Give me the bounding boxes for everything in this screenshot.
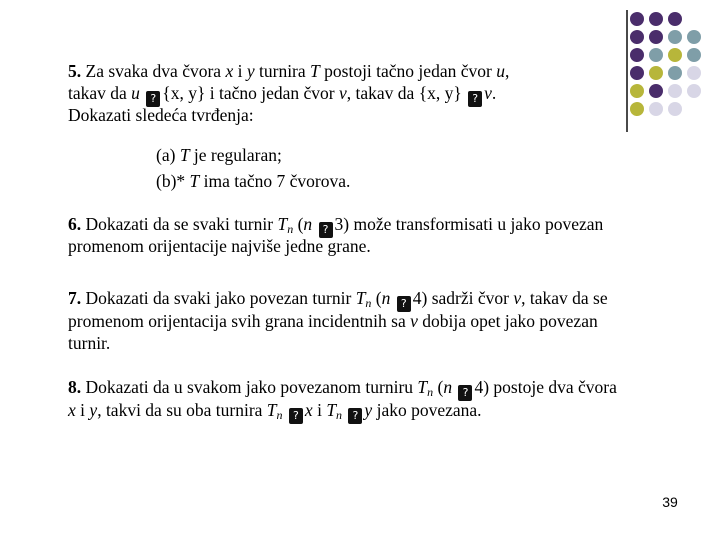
text: Dokazati da u svakom jako povezanom turniru (85, 377, 414, 397)
text: i (237, 61, 243, 81)
text: i (80, 400, 86, 420)
decorative-dot (649, 102, 663, 116)
math-var: v (410, 311, 418, 331)
math-subscript: n (336, 408, 343, 422)
text: Dokazati da se svaki turnir (85, 214, 274, 234)
decorative-dot (687, 30, 701, 44)
problem-6-line-2: promenom orijentacije najviše jedne grane. (68, 236, 371, 256)
text: (b)* (156, 171, 186, 191)
text: ( (375, 288, 382, 308)
decorative-dot (668, 84, 682, 98)
math-var: v (484, 83, 492, 103)
decorative-dot (687, 84, 701, 98)
text: ( (297, 214, 304, 234)
problem-5-line-3: Dokazati sledeća tvrđenja: (68, 105, 254, 125)
problem-8-line-1 (68, 376, 617, 401)
text: promenom orijentacija svih grana incidentnih sa (68, 311, 406, 331)
text: . (491, 83, 497, 103)
math-set: {x, y} (418, 83, 462, 103)
math-var: T (266, 400, 277, 420)
missing-glyph-icon: ? (468, 91, 482, 107)
problem-5-line-1 (68, 60, 509, 82)
math-var: T (417, 377, 428, 397)
missing-glyph-icon: ? (146, 91, 160, 107)
math-var: y (246, 61, 255, 81)
decorative-dot (630, 84, 644, 98)
decorative-dot (668, 48, 682, 62)
text: 3) može transformisati u jako povezan (334, 214, 604, 234)
problem-7-line-1 (68, 287, 608, 312)
text: , takav da se (521, 288, 608, 308)
missing-glyph-icon: ? (319, 222, 333, 238)
decorative-dot (630, 48, 644, 62)
math-subscript: n (287, 222, 294, 236)
decorative-dot (668, 66, 682, 80)
problem-number: 5. (68, 61, 82, 81)
decorative-dot (649, 30, 663, 44)
math-var: T (189, 171, 200, 191)
decorative-dot (630, 66, 644, 80)
decorative-dot (668, 30, 682, 44)
problem-number: 8. (68, 377, 82, 397)
text: , (504, 61, 510, 81)
decorative-dot (649, 48, 663, 62)
text: , takav da (346, 83, 415, 103)
missing-glyph-icon: ? (458, 385, 472, 401)
decorative-dot (630, 30, 644, 44)
decorative-dot (630, 102, 644, 116)
decorative-dot (649, 12, 663, 26)
math-var: x (68, 400, 76, 420)
math-var: v (513, 288, 522, 308)
text: turnira (259, 61, 306, 81)
decorative-dot (649, 84, 663, 98)
text: (a) (156, 145, 176, 165)
math-subscript: n (427, 385, 434, 399)
math-var: x (304, 400, 313, 420)
missing-glyph-icon: ? (348, 408, 362, 424)
math-var: x (225, 61, 234, 81)
math-var: T (355, 288, 366, 308)
text: ima tačno 7 čvorova. (203, 171, 351, 191)
text: i tačno jedan čvor (209, 83, 335, 103)
decorative-dot (668, 102, 682, 116)
problem-number: 6. (68, 214, 82, 234)
page-number: 39 (662, 494, 678, 510)
text: 4) sadrži čvor (412, 288, 509, 308)
math-var: y (364, 400, 373, 420)
item-a (156, 144, 282, 166)
decorative-divider-line (626, 10, 628, 132)
math-var: n (443, 377, 453, 397)
problem-8-line-2 (68, 399, 482, 424)
problem-number: 7. (68, 288, 82, 308)
text: ( (437, 377, 444, 397)
math-subscript: n (365, 296, 372, 310)
text: Dokazati da svaki jako povezan turnir (85, 288, 352, 308)
problem-7-line-3: turnir. (68, 333, 111, 353)
missing-glyph-icon: ? (397, 296, 411, 312)
item-b (156, 170, 350, 192)
math-set: {x, y} (162, 83, 206, 103)
text: takav da (68, 83, 127, 103)
text: , takvi da su oba turnira (97, 400, 263, 420)
math-var: y (89, 400, 98, 420)
math-var: T (326, 400, 337, 420)
text: Za svaka dva čvora (85, 61, 222, 81)
text: i (317, 400, 322, 420)
math-var: u (131, 83, 140, 103)
decorative-dot (649, 66, 663, 80)
decorative-dot (668, 12, 682, 26)
text: jako povezana. (376, 400, 482, 420)
text: postoji tačno jedan čvor (324, 61, 492, 81)
decorative-dot-grid (630, 12, 720, 122)
text: 4) postoje dva čvora (474, 377, 617, 397)
decorative-dot (687, 48, 701, 62)
math-subscript: n (276, 408, 283, 422)
math-var: u (496, 61, 505, 81)
problem-7-line-2 (68, 310, 598, 332)
math-var: n (381, 288, 391, 308)
math-var: n (303, 214, 313, 234)
text: dobija opet jako povezan (422, 311, 598, 331)
decorative-dot (630, 12, 644, 26)
math-var: v (339, 83, 347, 103)
math-var: T (179, 145, 190, 165)
math-var: T (277, 214, 288, 234)
missing-glyph-icon: ? (289, 408, 303, 424)
text: je regularan; (193, 145, 282, 165)
math-var: T (310, 61, 320, 81)
decorative-dot (687, 66, 701, 80)
